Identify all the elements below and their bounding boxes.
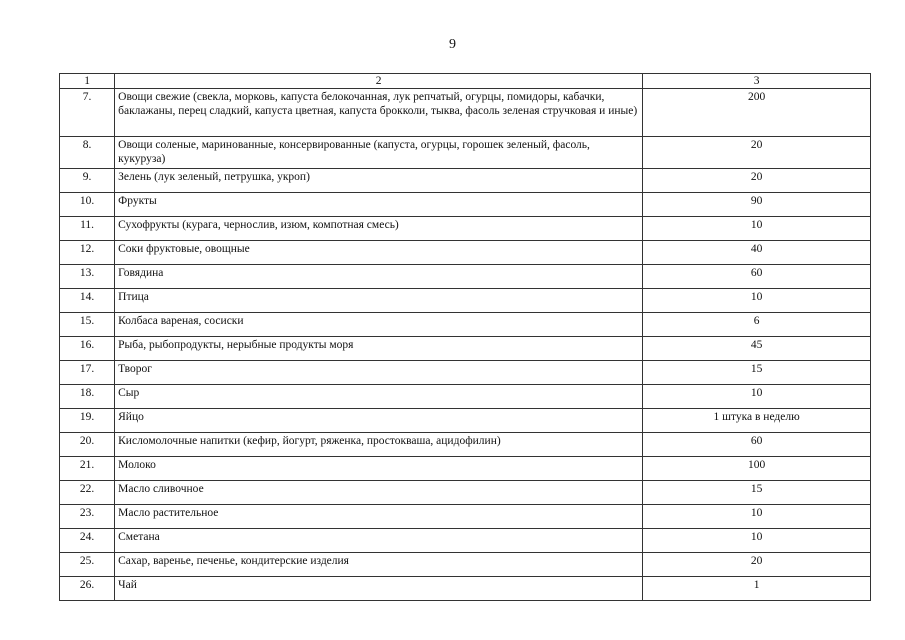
- table-row: [60, 337, 871, 361]
- row-number: 14.: [60, 289, 115, 313]
- product-quantity: 1 штука в неделю: [643, 409, 871, 433]
- table-row: [60, 361, 871, 385]
- table-row: [60, 313, 871, 337]
- table-row: [60, 481, 871, 505]
- table-row: [60, 457, 871, 481]
- product-quantity: 6: [643, 313, 871, 337]
- table-row: [60, 553, 871, 577]
- product-quantity: 100: [643, 457, 871, 481]
- product-quantity: 20: [643, 137, 871, 169]
- product-name: Сыр: [115, 385, 643, 409]
- product-name: Говядина: [115, 265, 643, 289]
- product-quantity: 10: [643, 385, 871, 409]
- table-row: [60, 529, 871, 553]
- header-col-2: 2: [115, 74, 643, 89]
- row-number: 20.: [60, 433, 115, 457]
- product-quantity: 90: [643, 193, 871, 217]
- table-row: [60, 385, 871, 409]
- row-number: 15.: [60, 313, 115, 337]
- row-number: 25.: [60, 553, 115, 577]
- product-quantity: 40: [643, 241, 871, 265]
- row-number: 19.: [60, 409, 115, 433]
- product-name: Молоко: [115, 457, 643, 481]
- table-row: [60, 169, 871, 193]
- product-name: Масло сливочное: [115, 481, 643, 505]
- product-quantity: 20: [643, 553, 871, 577]
- product-quantity: 60: [643, 265, 871, 289]
- row-number: 8.: [60, 137, 115, 169]
- product-name: Творог: [115, 361, 643, 385]
- row-number: 24.: [60, 529, 115, 553]
- product-quantity: 10: [643, 529, 871, 553]
- table-row: [60, 137, 871, 169]
- table-row: [60, 409, 871, 433]
- header-col-1: 1: [60, 74, 115, 89]
- row-number: 7.: [60, 89, 115, 137]
- product-quantity: 200: [643, 89, 871, 137]
- product-name: Соки фруктовые, овощные: [115, 241, 643, 265]
- table-row: [60, 193, 871, 217]
- product-name: Сметана: [115, 529, 643, 553]
- product-name: Птица: [115, 289, 643, 313]
- product-quantity: 15: [643, 481, 871, 505]
- row-number: 12.: [60, 241, 115, 265]
- product-quantity: 10: [643, 217, 871, 241]
- table-row: [60, 89, 871, 137]
- row-number: 10.: [60, 193, 115, 217]
- row-number: 11.: [60, 217, 115, 241]
- product-quantity: 1: [643, 577, 871, 601]
- product-quantity: 45: [643, 337, 871, 361]
- product-name: Зелень (лук зеленый, петрушка, укроп): [115, 169, 643, 193]
- table-header-row: [60, 74, 871, 89]
- product-name: Фрукты: [115, 193, 643, 217]
- row-number: 16.: [60, 337, 115, 361]
- food-norms-table: [59, 73, 871, 601]
- row-number: 17.: [60, 361, 115, 385]
- row-number: 22.: [60, 481, 115, 505]
- product-name: Сахар, варенье, печенье, кондитерские изделия: [115, 553, 643, 577]
- product-name: Чай: [115, 577, 643, 601]
- product-name: Рыба, рыбопродукты, нерыбные продукты моря: [115, 337, 643, 361]
- header-col-3: 3: [643, 74, 871, 89]
- row-number: 13.: [60, 265, 115, 289]
- table-row: [60, 577, 871, 601]
- row-number: 18.: [60, 385, 115, 409]
- row-number: 26.: [60, 577, 115, 601]
- page-number: 9: [449, 37, 456, 52]
- product-name: Овощи соленые, маринованные, консервированные (капуста, огурцы, горошек зеленый, фасоль, кукуруза): [115, 137, 643, 169]
- table-row: [60, 241, 871, 265]
- product-name: Яйцо: [115, 409, 643, 433]
- table-row: [60, 433, 871, 457]
- product-name: Колбаса вареная, сосиски: [115, 313, 643, 337]
- product-quantity: 10: [643, 289, 871, 313]
- row-number: 23.: [60, 505, 115, 529]
- table-row: [60, 265, 871, 289]
- row-number: 9.: [60, 169, 115, 193]
- product-name: Масло растительное: [115, 505, 643, 529]
- product-name: Овощи свежие (свекла, морковь, капуста белокочанная, лук репчатый, огурцы, помидоры, кабачки, баклажаны, перец сладкий, капуста цветная, капуста брокколи, тыква, фасоль зеленая стручковая и иные): [115, 89, 643, 137]
- product-name: Сухофрукты (курага, чернослив, изюм, компотная смесь): [115, 217, 643, 241]
- product-quantity: 60: [643, 433, 871, 457]
- table-row: [60, 505, 871, 529]
- product-quantity: 20: [643, 169, 871, 193]
- table-row: [60, 217, 871, 241]
- product-quantity: 10: [643, 505, 871, 529]
- product-name: Кисломолочные напитки (кефир, йогурт, ряженка, простокваша, ацидофилин): [115, 433, 643, 457]
- row-number: 21.: [60, 457, 115, 481]
- product-quantity: 15: [643, 361, 871, 385]
- table-row: [60, 289, 871, 313]
